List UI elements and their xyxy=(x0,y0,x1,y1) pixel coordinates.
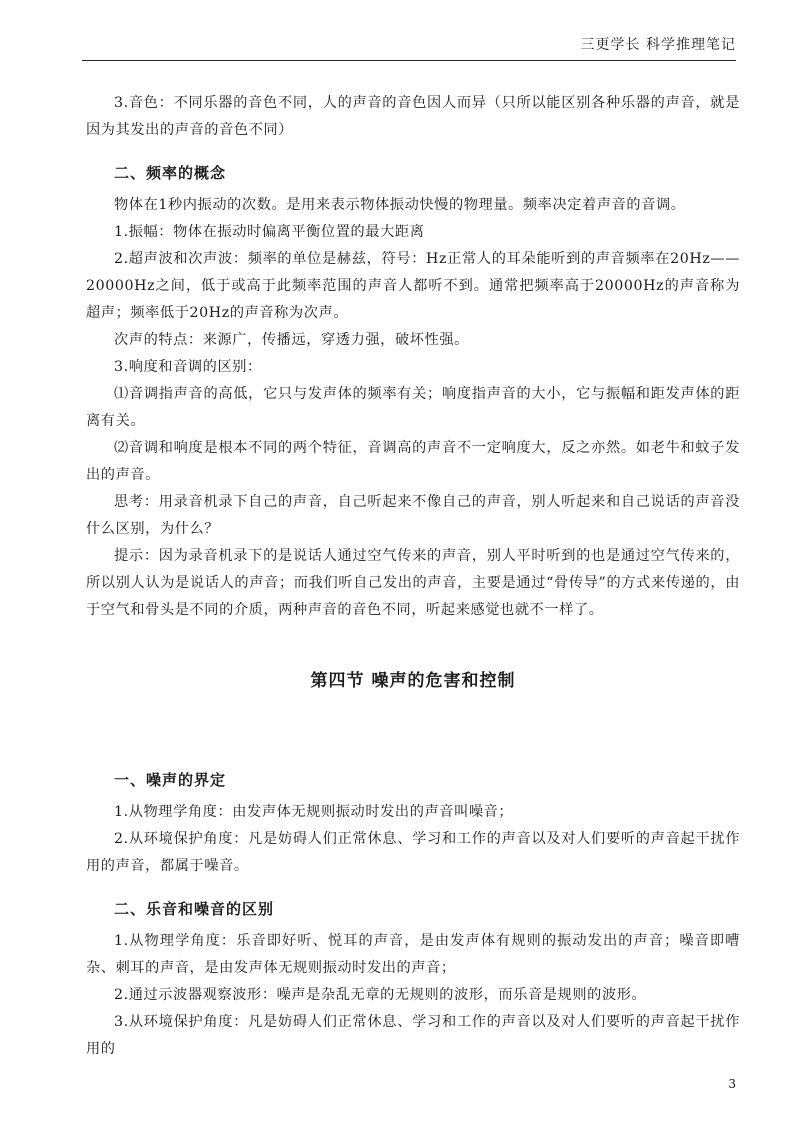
paragraph-hint: 提示：因为录音机录下的是说话人通过空气传来的声音，别人平时听到的也是通过空气传来的，所以别人认为是说话人的声音；而我们听自己发出的声音，主要是通过“骨传导”的方式来传递的，由于空气和骨头是不同的介质，两种声音的音色不同，听起来感觉也就不一样了。 xyxy=(86,548,740,618)
section-heading-frequency: 二、频率的概念 xyxy=(114,164,227,182)
page-header: 三更学长 科学推理笔记 xyxy=(580,37,736,53)
section-heading-noise-definition: 一、噪声的界定 xyxy=(114,771,227,789)
paragraph-timbre: 3.音色：不同乐器的音色不同，人的声音的音色因人而异（只所以能区别各种乐器的声音，就是因为其发出的声音的音色不同） xyxy=(86,95,740,138)
paragraph-infrasound-features: 次声的特点：来源广，传播远，穿透力强，破坏性强。 xyxy=(114,332,469,348)
header-rule xyxy=(82,60,736,61)
paragraph-pitch-point-2: ⑵音调和响度是根本不同的两个特征，音调高的声音不一定响度大，反之亦然。如老牛和蚊子发出的声音。 xyxy=(86,440,740,483)
paragraph-music-noise-physics: 1.从物理学角度：乐音即好听、悦耳的声音，是由发声体有规则的振动发出的声音；噪音即嘈杂、刺耳的声音，是由发声体无规则振动时发出的声音； xyxy=(86,933,740,976)
paragraph-pitch-point-1: ⑴音调指声音的高低，它只与发声体的频率有关；响度指声音的大小，它与振幅和距发声体的距离有关。 xyxy=(86,386,740,429)
paragraph-noise-physics: 1.从物理学角度：由发声体无规则振动时发出的声音叫噪音； xyxy=(114,804,514,820)
paragraph-oscilloscope: 2.通过示波器观察波形：噪声是杂乱无章的无规则的波形，而乐音是规则的波形。 xyxy=(114,987,647,1003)
chapter-title: 第四节 噪声的危害和控制 xyxy=(310,671,516,691)
paragraph-thinking-question: 思考：用录音机录下自己的声音，自己听起来不像自己的声音，别人听起来和自己说话的声音没什么区别，为什么？ xyxy=(86,494,740,537)
paragraph-music-noise-environment: 3.从环境保护角度：凡是妨碍人们正常休息、学习和工作的声音以及对人们要听的声音起干扰作用的 xyxy=(86,1014,740,1057)
paragraph-frequency-definition: 物体在1秒内振动的次数。是用来表示物体振动快慢的物理量。频率决定着声音的音调。 xyxy=(114,197,686,213)
page-number: 3 xyxy=(728,1077,736,1091)
document-body xyxy=(86,90,740,1063)
paragraph-amplitude: 1.振幅：物体在振动时偏离平衡位置的最大距离 xyxy=(114,224,425,240)
section-heading-music-vs-noise: 二、乐音和噪音的区别 xyxy=(114,900,275,918)
paragraph-ultrasound-infrasound: 2.超声波和次声波：频率的单位是赫兹，符号：Hz正常人的耳朵能听到的声音频率在20Hz——20000Hz之间，低于或高于此频率范围的声音人都听不到。通常把频率高于20000Hz的声音称为超声；频率低于20Hz的声音称为次声。 xyxy=(86,251,740,321)
paragraph-noise-environment: 2.从环境保护角度：凡是妨碍人们正常休息、学习和工作的声音以及对人们要听的声音起干扰作用的声音，都属于噪音。 xyxy=(86,831,740,874)
paragraph-loudness-pitch: 3.响度和音调的区别： xyxy=(114,359,262,375)
